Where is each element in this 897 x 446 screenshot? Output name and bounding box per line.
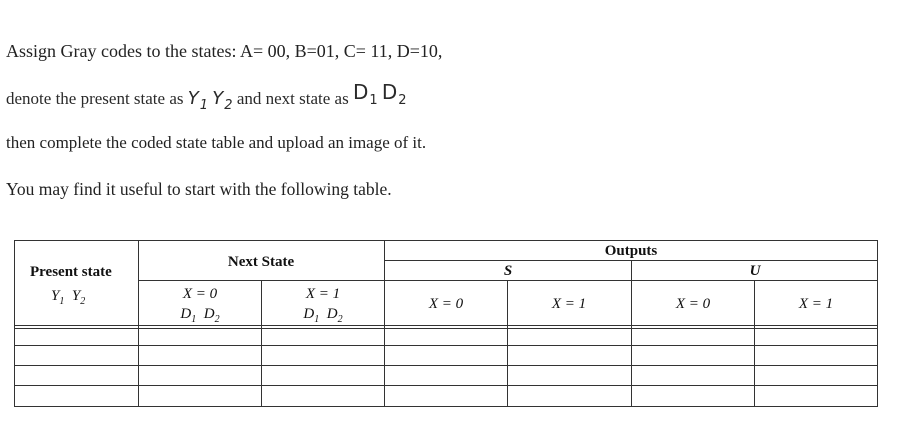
next-state-x0-vars: $D_1$ $D_2$ (180, 306, 220, 325)
next-state-x1-vars: $D_1$ $D_2$ (303, 306, 343, 325)
output-s-x0: X = 0 (428, 296, 464, 312)
output-u-x1: X = 1 (798, 296, 834, 312)
instruction-text-present: denote the present state as (6, 89, 184, 108)
present-state-vars: $Y_1$ $Y_2$ (51, 288, 86, 307)
math-D1: $D_1$ (352, 80, 378, 108)
next-state-header: Next State (227, 254, 295, 270)
next-state-x0-label: X = 0 (182, 286, 218, 302)
output-s-label: S (503, 263, 513, 279)
output-s-x1: X = 1 (551, 296, 587, 312)
present-state-header: Present state (30, 264, 112, 280)
instruction-line-gray-codes: Assign Gray codes to the states: A= 00, B=01, C= 11, D=10, (6, 41, 443, 61)
output-u-x0: X = 0 (675, 296, 711, 312)
coded-state-table (14, 240, 879, 407)
math-Y2: $Y_2$ (212, 88, 233, 113)
instruction-line-present-next-state (6, 80, 407, 113)
math-Y1: $Y_1$ (187, 88, 209, 113)
outputs-header: Outputs (604, 243, 658, 259)
math-D2: $D_2$ (381, 80, 407, 108)
table-border (15, 241, 878, 407)
output-u-label: U (749, 263, 761, 279)
next-state-x1-label: X = 1 (305, 286, 341, 302)
instruction-line-complete-table: then complete the coded state table and upload an image of it. (6, 133, 427, 152)
instruction-line-start-table: You may find it useful to start with the following table. (6, 179, 392, 199)
instruction-text-next: and next state as (236, 89, 349, 108)
